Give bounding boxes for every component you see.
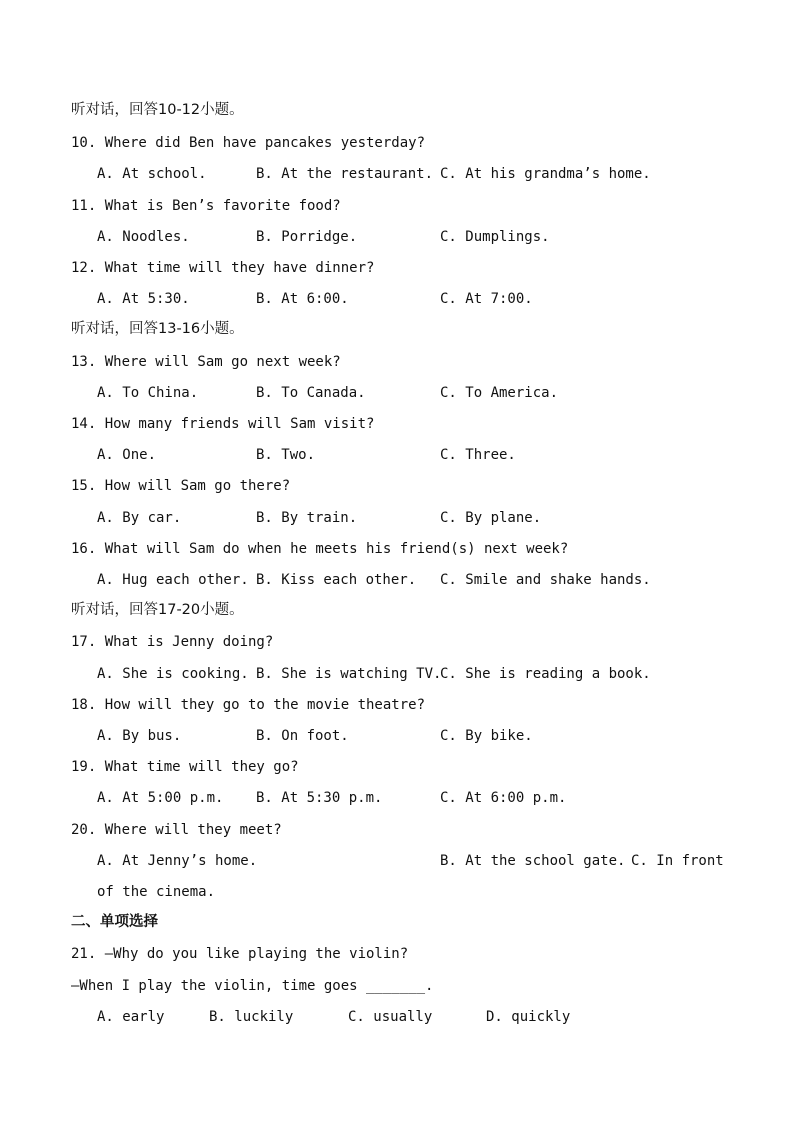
question-21: 21. —Why do you like playing the violin? <box>71 946 409 962</box>
q16-option-b: B. Kiss each other. <box>256 572 417 588</box>
question-14: 14. How many friends will Sam visit? <box>71 416 375 432</box>
q19-option-a: A. At 5:00 p.m. <box>97 790 224 806</box>
q13-option-c: C. To America. <box>440 385 559 401</box>
q11-option-a: A. Noodles. <box>97 229 190 245</box>
section-heading: 听对话，回答10-12小题。 <box>71 102 244 118</box>
q11-option-c: C. Dumplings. <box>440 229 550 245</box>
q10-option-c: C. At his grandma’s home. <box>440 166 651 182</box>
section-heading: 听对话，回答13-16小题。 <box>71 321 244 337</box>
q21-option-c: C. usually <box>348 1009 433 1025</box>
q18-option-b: B. On foot. <box>256 728 349 744</box>
question-12: 12. What time will they have dinner? <box>71 260 375 276</box>
question-15: 15. How will Sam go there? <box>71 478 291 494</box>
q20-option-b: B. At the school gate. <box>440 853 626 869</box>
question-10: 10. Where did Ben have pancakes yesterday? <box>71 135 426 151</box>
part-heading: 二、单项选择 <box>71 914 158 930</box>
q10-option-b: B. At the restaurant. <box>256 166 434 182</box>
q10-option-a: A. At school. <box>97 166 207 182</box>
q14-option-b: B. Two. <box>256 447 316 463</box>
q14-option-a: A. One. <box>97 447 157 463</box>
q12-option-a: A. At 5:30. <box>97 291 190 307</box>
q17-option-b: B. She is watching TV. <box>256 666 442 682</box>
q21-reply: —When I play the violin, time goes _______. <box>71 978 434 994</box>
question-13: 13. Where will Sam go next week? <box>71 354 341 370</box>
question-18: 18. How will they go to the movie theatre? <box>71 697 426 713</box>
q21-option-d: D. quickly <box>486 1009 571 1025</box>
q14-option-c: C. Three. <box>440 447 516 463</box>
q19-option-c: C. At 6:00 p.m. <box>440 790 567 806</box>
q16-option-c: C. Smile and shake hands. <box>440 572 651 588</box>
q15-option-b: B. By train. <box>256 510 358 526</box>
question-17: 17. What is Jenny doing? <box>71 634 274 650</box>
question-11: 11. What is Ben’s favorite food? <box>71 198 341 214</box>
q18-option-c: C. By bike. <box>440 728 533 744</box>
q20-option-a: A. At Jenny’s home. <box>97 853 258 869</box>
q13-option-b: B. To Canada. <box>256 385 366 401</box>
section-heading: 听对话，回答17-20小题。 <box>71 602 244 618</box>
question-16: 16. What will Sam do when he meets his friend(s) next week? <box>71 541 569 557</box>
q20-option-c: C. In front <box>631 853 724 869</box>
question-20: 20. Where will they meet? <box>71 822 282 838</box>
q21-option-b: B. luckily <box>209 1009 294 1025</box>
q20-option-c-continued: of the cinema. <box>97 884 216 900</box>
q12-option-c: C. At 7:00. <box>440 291 533 307</box>
q18-option-a: A. By bus. <box>97 728 182 744</box>
q15-option-c: C. By plane. <box>440 510 542 526</box>
q11-option-b: B. Porridge. <box>256 229 358 245</box>
q15-option-a: A. By car. <box>97 510 182 526</box>
q19-option-b: B. At 5:30 p.m. <box>256 790 383 806</box>
q16-option-a: A. Hug each other. <box>97 572 249 588</box>
question-19: 19. What time will they go? <box>71 759 299 775</box>
q21-option-a: A. early <box>97 1009 165 1025</box>
q13-option-a: A. To China. <box>97 385 199 401</box>
q17-option-a: A. She is cooking. <box>97 666 249 682</box>
q17-option-c: C. She is reading a book. <box>440 666 651 682</box>
q12-option-b: B. At 6:00. <box>256 291 349 307</box>
